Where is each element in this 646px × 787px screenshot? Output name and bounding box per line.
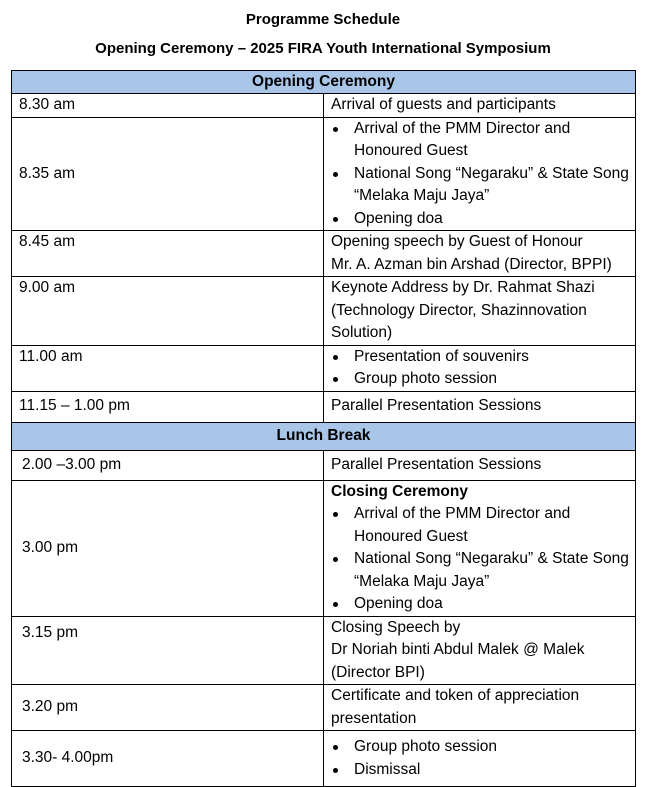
time-cell: 11.15 – 1.00 pm xyxy=(12,391,324,422)
activity-line: Dr Noriah binti Abdul Malek @ Malek (Director BPI) xyxy=(331,641,585,681)
bullet-list xyxy=(331,736,629,781)
list-item: Opening doa xyxy=(331,593,629,616)
time-cell: 3.00 pm xyxy=(12,480,324,616)
activity-cell: Certificate and token of appreciation presentation xyxy=(324,685,636,731)
time-cell: 9.00 am xyxy=(12,277,324,346)
list-item: Presentation of souvenirs xyxy=(331,346,629,369)
table-row xyxy=(12,391,636,422)
time-cell: 8.35 am xyxy=(12,117,324,231)
time-cell: 11.00 am xyxy=(12,345,324,391)
activity-line: Mr. A. Azman bin Arshad (Director, BPPI) xyxy=(331,255,612,273)
table-row xyxy=(12,731,636,787)
activity-cell: Parallel Presentation Sessions xyxy=(324,450,636,480)
closing-ceremony-heading: Closing Ceremony xyxy=(331,482,468,500)
table-row xyxy=(12,231,636,277)
section-lunch-break: Lunch Break xyxy=(12,422,636,450)
time-cell: 8.45 am xyxy=(12,231,324,277)
table-row xyxy=(12,480,636,616)
activity-cell: Parallel Presentation Sessions xyxy=(324,391,636,422)
activity-cell xyxy=(324,277,636,346)
activity-cell xyxy=(324,616,636,685)
schedule-table xyxy=(11,70,636,787)
bullet-list xyxy=(331,346,629,391)
page-subtitle: Opening Ceremony – 2025 FIRA Youth International Symposium xyxy=(95,40,551,57)
page-title: Programme Schedule xyxy=(245,11,401,28)
list-item: Group photo session xyxy=(331,736,629,759)
activity-line: Keynote Address by Dr. Rahmat Shazi xyxy=(331,279,595,296)
time-cell: 3.15 pm xyxy=(12,616,324,685)
list-item: Opening doa xyxy=(331,208,629,231)
time-cell: 2.00 –3.00 pm xyxy=(12,450,324,480)
list-item: National Song “Negaraku” & State Song “Melaka Maju Jaya” xyxy=(331,548,629,593)
list-item: Arrival of the PMM Director and Honoured Guest xyxy=(331,503,629,548)
section-header-row xyxy=(12,71,636,94)
list-item: Arrival of the PMM Director and Honoured Guest xyxy=(331,118,629,163)
activity-cell xyxy=(324,345,636,391)
activity-cell: Arrival of guests and participants xyxy=(324,94,636,118)
list-item: National Song “Negaraku” & State Song “Melaka Maju Jaya” xyxy=(331,163,629,208)
table-row xyxy=(12,345,636,391)
table-row xyxy=(12,450,636,480)
activity-cell xyxy=(324,117,636,231)
activity-cell xyxy=(324,731,636,787)
time-cell: 3.20 pm xyxy=(12,685,324,731)
activity-line: Closing Speech by xyxy=(331,618,461,636)
table-row xyxy=(12,117,636,231)
section-header-row xyxy=(12,422,636,450)
bullet-list xyxy=(331,503,629,616)
table-row xyxy=(12,277,636,346)
activity-cell xyxy=(324,231,636,277)
activity-line: Opening speech by Guest of Honour xyxy=(331,233,583,250)
table-row xyxy=(12,616,636,685)
list-item: Dismissal xyxy=(331,759,629,782)
time-cell: 8.30 am xyxy=(12,94,324,118)
activity-cell xyxy=(324,480,636,616)
activity-line: (Technology Director, Shazinnovation Solution) xyxy=(331,301,587,341)
table-row xyxy=(12,94,636,118)
section-opening-ceremony: Opening Ceremony xyxy=(12,71,636,94)
bullet-list xyxy=(331,118,629,231)
list-item: Group photo session xyxy=(331,368,629,391)
time-cell: 3.30- 4.00pm xyxy=(12,731,324,787)
table-row xyxy=(12,685,636,731)
